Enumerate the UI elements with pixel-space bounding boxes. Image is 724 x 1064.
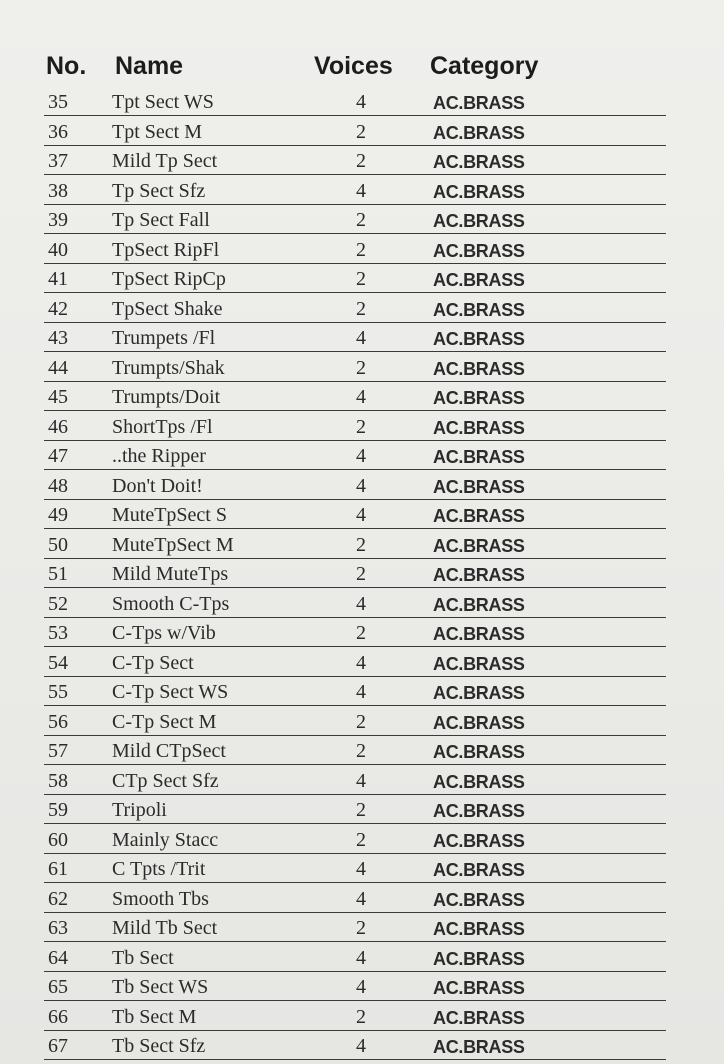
row-name: Smooth Tbs <box>112 887 209 910</box>
row-no: 66 <box>48 1005 68 1028</box>
row-category: AC.BRASS <box>433 830 525 851</box>
row-divider <box>44 469 666 470</box>
row-divider <box>44 1000 666 1001</box>
row-name: Tb Sect M <box>112 1005 197 1028</box>
row-name: Trumpets /Fl <box>112 327 216 349</box>
table-row <box>0 177 724 205</box>
table-row <box>0 265 724 293</box>
row-divider <box>44 853 666 854</box>
row-divider <box>44 587 666 588</box>
table-row <box>0 236 724 264</box>
row-voices: 4 <box>356 179 366 202</box>
row-category: AC.BRASS <box>433 978 525 998</box>
row-no: 51 <box>48 563 68 585</box>
row-divider <box>44 1059 666 1060</box>
row-category: AC.BRASS <box>433 152 525 172</box>
row-voices: 2 <box>356 710 366 733</box>
row-category: AC.BRASS <box>433 742 525 762</box>
row-category: AC.BRASS <box>433 329 525 349</box>
row-divider <box>44 322 666 323</box>
row-name: Tp Sect Fall <box>112 209 210 231</box>
row-no: 63 <box>48 917 68 939</box>
row-no: 57 <box>48 740 68 762</box>
row-voices: 2 <box>356 917 366 939</box>
table-row <box>0 383 724 411</box>
table-header <box>46 48 666 88</box>
row-name: ..the Ripper <box>112 445 206 467</box>
row-divider <box>44 971 666 972</box>
row-no: 44 <box>48 356 68 379</box>
table-row <box>0 206 724 234</box>
row-divider <box>44 440 666 441</box>
table-row <box>0 88 724 116</box>
row-no: 36 <box>48 120 68 143</box>
row-category: AC.BRASS <box>433 270 525 290</box>
row-category: AC.BRASS <box>433 683 525 703</box>
row-voices: 4 <box>356 769 366 792</box>
row-name: Smooth C-Tps <box>112 592 230 615</box>
row-no: 40 <box>48 238 68 261</box>
row-name: TpSect RipCp <box>112 268 226 290</box>
row-divider <box>44 381 666 382</box>
row-no: 49 <box>48 504 68 526</box>
row-name: Tpt Sect WS <box>112 91 214 113</box>
row-name: Trumpts/Doit <box>112 386 221 408</box>
row-voices: 4 <box>356 504 366 526</box>
table-row <box>0 118 724 146</box>
table-row <box>0 295 724 323</box>
row-divider <box>44 676 666 677</box>
table-row <box>0 1003 724 1031</box>
row-no: 62 <box>48 887 68 910</box>
row-voices: 2 <box>356 622 366 644</box>
row-category: AC.BRASS <box>433 801 525 821</box>
row-voices: 2 <box>356 563 366 585</box>
row-voices: 4 <box>356 858 366 880</box>
row-voices: 4 <box>356 91 366 113</box>
row-divider <box>44 499 666 500</box>
table-row <box>0 914 724 942</box>
row-category: AC.BRASS <box>433 447 525 467</box>
row-name: Trumpts/Shak <box>112 356 225 379</box>
table-row <box>0 442 724 470</box>
row-voices: 4 <box>356 327 366 349</box>
row-no: 41 <box>48 268 68 290</box>
row-no: 55 <box>48 681 68 703</box>
table-row <box>0 1032 724 1060</box>
row-divider <box>44 764 666 765</box>
header-no: No. <box>46 52 87 80</box>
row-voices: 4 <box>356 976 366 998</box>
row-category: AC.BRASS <box>433 948 525 969</box>
table-row <box>0 767 724 795</box>
row-no: 59 <box>48 799 68 821</box>
row-voices: 2 <box>356 533 366 556</box>
row-category: AC.BRASS <box>433 535 525 556</box>
table-row <box>0 737 724 765</box>
row-category: AC.BRASS <box>433 388 525 408</box>
row-divider <box>44 145 666 146</box>
row-category: AC.BRASS <box>433 476 525 497</box>
row-no: 65 <box>48 976 68 998</box>
row-no: 45 <box>48 386 68 408</box>
table-row <box>0 147 724 175</box>
row-divider <box>44 174 666 175</box>
row-voices: 2 <box>356 268 366 290</box>
row-category: AC.BRASS <box>433 211 525 231</box>
row-no: 50 <box>48 533 68 556</box>
row-name: C-Tp Sect <box>112 651 194 674</box>
table-row <box>0 944 724 972</box>
row-voices: 4 <box>356 386 366 408</box>
row-voices: 2 <box>356 238 366 261</box>
table-row <box>0 708 724 736</box>
row-category: AC.BRASS <box>433 1037 525 1057</box>
row-name: CTp Sect Sfz <box>112 769 219 792</box>
row-category: AC.BRASS <box>433 712 525 733</box>
row-divider <box>44 558 666 559</box>
row-name: MuteTpSect S <box>112 504 227 526</box>
row-category: AC.BRASS <box>433 93 525 113</box>
row-voices: 2 <box>356 356 366 379</box>
row-voices: 4 <box>356 592 366 615</box>
row-no: 52 <box>48 592 68 615</box>
row-divider <box>44 646 666 647</box>
table-row <box>0 973 724 1001</box>
table-row <box>0 560 724 588</box>
row-voices: 2 <box>356 828 366 851</box>
row-category: AC.BRASS <box>433 653 525 674</box>
row-name: Mild Tb Sect <box>112 917 218 939</box>
row-voices: 4 <box>356 681 366 703</box>
row-voices: 2 <box>356 415 366 438</box>
row-divider <box>44 1030 666 1031</box>
row-category: AC.BRASS <box>433 240 525 261</box>
row-name: Mild CTpSect <box>112 740 226 762</box>
row-category: AC.BRASS <box>433 919 525 939</box>
row-category: AC.BRASS <box>433 771 525 792</box>
table-row <box>0 590 724 618</box>
row-category: AC.BRASS <box>433 358 525 379</box>
row-divider <box>44 528 666 529</box>
row-name: C-Tps w/Vib <box>112 622 216 644</box>
table-row <box>0 413 724 441</box>
header-category: Category <box>430 52 539 80</box>
row-name: C Tpts /Trit <box>112 858 206 880</box>
row-voices: 4 <box>356 946 366 969</box>
row-divider <box>44 912 666 913</box>
row-category: AC.BRASS <box>433 889 525 910</box>
row-no: 53 <box>48 622 68 644</box>
row-divider <box>44 263 666 264</box>
table-row <box>0 885 724 913</box>
row-no: 42 <box>48 297 68 320</box>
row-name: TpSect Shake <box>112 297 223 320</box>
row-name: Tripoli <box>112 799 167 821</box>
row-no: 35 <box>48 91 68 113</box>
row-no: 60 <box>48 828 68 851</box>
row-voices: 4 <box>356 445 366 467</box>
row-category: AC.BRASS <box>433 506 525 526</box>
row-no: 43 <box>48 327 68 349</box>
row-name: Tb Sect WS <box>112 976 209 998</box>
row-name: Tpt Sect M <box>112 120 202 143</box>
row-no: 56 <box>48 710 68 733</box>
row-no: 64 <box>48 946 68 969</box>
row-no: 39 <box>48 209 68 231</box>
row-no: 48 <box>48 474 68 497</box>
row-category: AC.BRASS <box>433 122 525 143</box>
row-voices: 2 <box>356 297 366 320</box>
row-divider <box>44 823 666 824</box>
row-name: Mainly Stacc <box>112 828 219 851</box>
row-voices: 2 <box>356 740 366 762</box>
row-divider <box>44 617 666 618</box>
row-voices: 2 <box>356 150 366 172</box>
row-name: ShortTps /Fl <box>112 415 213 438</box>
row-voices: 2 <box>356 799 366 821</box>
row-divider <box>44 233 666 234</box>
row-category: AC.BRASS <box>433 417 525 438</box>
row-name: TpSect RipFl <box>112 238 220 261</box>
row-name: Tp Sect Sfz <box>112 179 206 202</box>
row-no: 67 <box>48 1035 68 1057</box>
row-category: AC.BRASS <box>433 565 525 585</box>
row-voices: 4 <box>356 474 366 497</box>
row-divider <box>44 292 666 293</box>
row-category: AC.BRASS <box>433 594 525 615</box>
row-name: C-Tp Sect WS <box>112 681 229 703</box>
row-voices: 2 <box>356 1005 366 1028</box>
row-name: Mild Tp Sect <box>112 150 218 172</box>
row-divider <box>44 941 666 942</box>
row-divider <box>44 115 666 116</box>
row-divider <box>44 705 666 706</box>
table-row <box>0 855 724 883</box>
table-row <box>0 678 724 706</box>
row-name: Don't Doit! <box>112 474 203 497</box>
table-row <box>0 619 724 647</box>
row-no: 54 <box>48 651 68 674</box>
row-voices: 2 <box>356 120 366 143</box>
row-voices: 4 <box>356 651 366 674</box>
table-row <box>0 649 724 677</box>
table-row <box>0 324 724 352</box>
row-voices: 4 <box>356 887 366 910</box>
table-row <box>0 826 724 854</box>
row-divider <box>44 410 666 411</box>
row-category: AC.BRASS <box>433 1007 525 1028</box>
row-name: Mild MuteTps <box>112 563 229 585</box>
header-name: Name <box>115 52 184 80</box>
row-name: Tb Sect <box>112 946 174 969</box>
row-divider <box>44 735 666 736</box>
row-no: 37 <box>48 150 68 172</box>
row-category: AC.BRASS <box>433 860 525 880</box>
row-voices: 2 <box>356 209 366 231</box>
row-category: AC.BRASS <box>433 299 525 320</box>
header-voices: Voices <box>314 52 393 80</box>
row-divider <box>44 351 666 352</box>
table-row <box>0 472 724 500</box>
row-divider <box>44 204 666 205</box>
row-no: 46 <box>48 415 68 438</box>
row-voices: 4 <box>356 1035 366 1057</box>
row-name: MuteTpSect M <box>112 533 234 556</box>
table-row <box>0 354 724 382</box>
row-no: 61 <box>48 858 68 880</box>
row-divider <box>44 882 666 883</box>
row-category: AC.BRASS <box>433 181 525 202</box>
row-category: AC.BRASS <box>433 624 525 644</box>
row-no: 58 <box>48 769 68 792</box>
table-row <box>0 501 724 529</box>
row-divider <box>44 794 666 795</box>
row-no: 47 <box>48 445 68 467</box>
table-row <box>0 796 724 824</box>
row-no: 38 <box>48 179 68 202</box>
row-name: Tb Sect Sfz <box>112 1035 206 1057</box>
row-name: C-Tp Sect M <box>112 710 217 733</box>
table-row <box>0 531 724 559</box>
